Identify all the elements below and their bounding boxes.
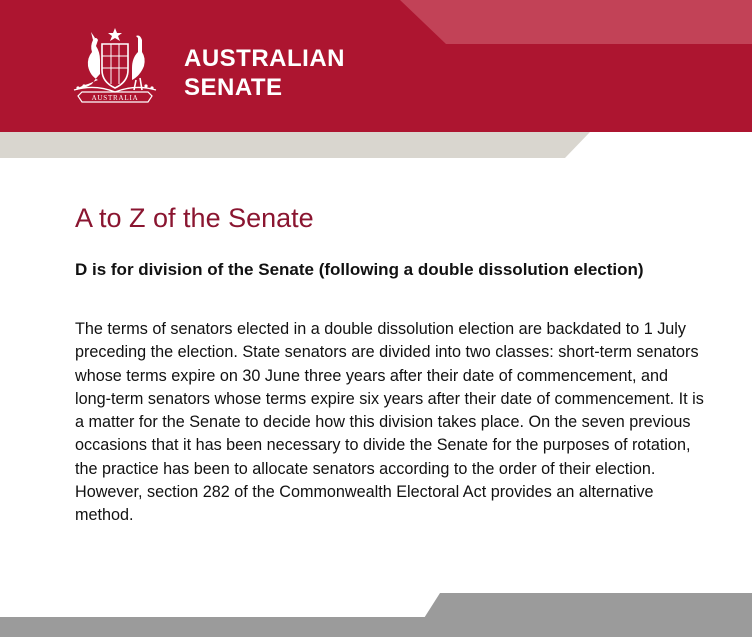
- article-body: The terms of senators elected in a double dissolution election are backdated to 1 July preceding the election. State senators are divided into two classes: short-term senators whose terms expire on 30 June three years after their date of commencement, and long-term senators whose terms expire six years after their date of commencement. It is a matter for the Senate to decide how this division takes place. On the seven previous occasions that it has been necessary to divide the Senate for the purposes of rotation, the practice has been to allocate senators according to the order of their election. However, section 282 of the Commonwealth Electoral Act provides an alternative method.: [75, 320, 704, 525]
- header-grey-strip: [0, 132, 752, 158]
- article-heading: D is for division of the Senate (following a double dissolution election): [75, 260, 644, 279]
- footer-grey-band: [0, 593, 752, 637]
- organization-name-line-2: SENATE: [184, 74, 283, 101]
- organization-name: [184, 44, 345, 102]
- crest-motto: AUSTRALIA: [91, 94, 139, 102]
- organization-name-line-1: AUSTRALIAN: [184, 45, 345, 72]
- coat-of-arms-logo: [60, 26, 170, 104]
- page-title: A to Z of the Senate: [75, 203, 314, 233]
